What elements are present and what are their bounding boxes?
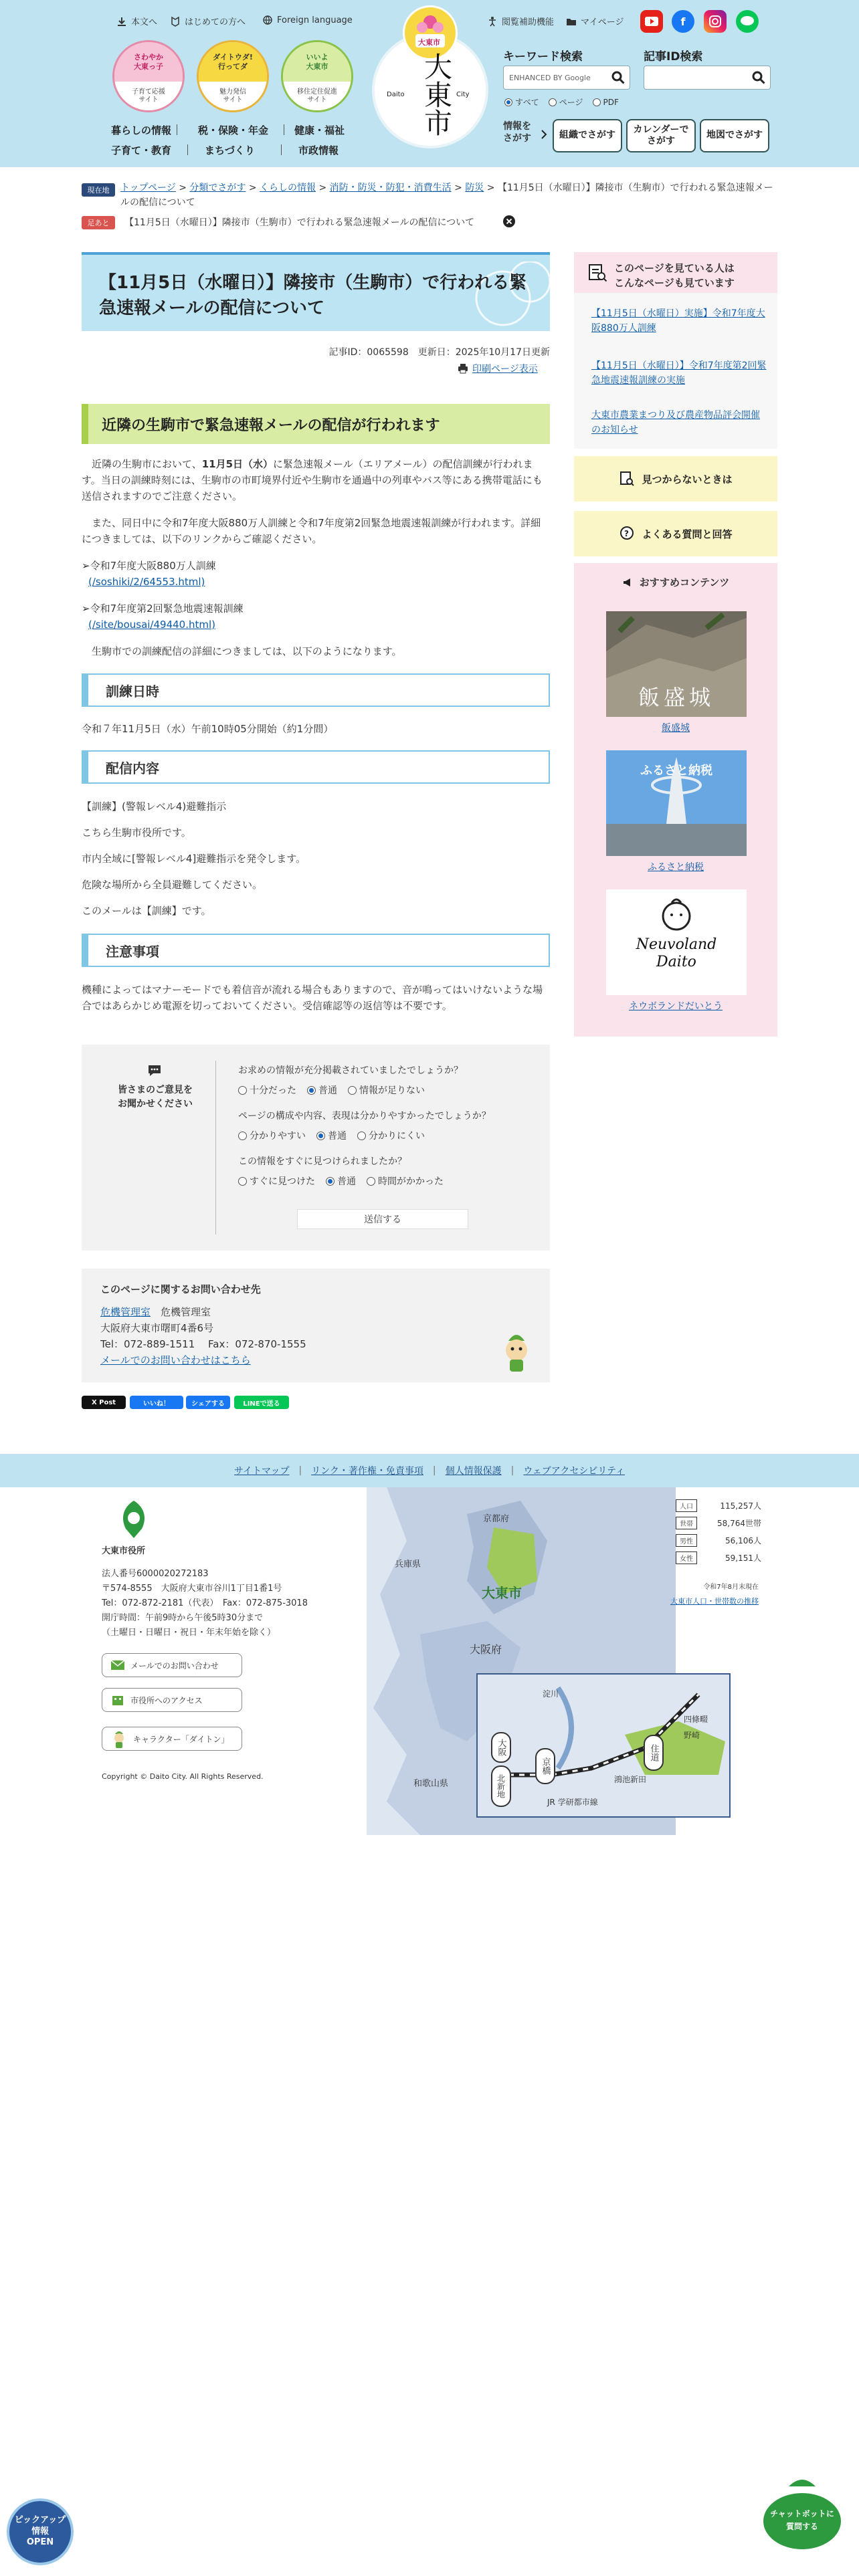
date-heading: 訓練日時 [82,673,550,707]
footer-hours-note: （土曜日・日曜日・祝日・年末年始を除く） [102,1628,276,1638]
id-search-label: 記事ID検索 [644,50,703,64]
map-label-osaka: 大阪府 [470,1643,502,1656]
recommend-image-furusato[interactable] [606,750,747,856]
scope-pdf-radio[interactable]: PDF [593,96,619,108]
folder-icon [566,16,577,27]
faq-label: よくある質問と回答 [642,528,733,540]
printer-icon [458,363,468,374]
recommend-image-iimorijo[interactable] [606,611,747,717]
footer-tel: Tel：072-872-2181（代表） Fax：072-875-3018 [102,1598,308,1608]
faq-button[interactable] [574,511,777,556]
content-heading: 配信内容 [82,750,550,784]
footprint-item[interactable]: 【11月5日（水曜日）】隣接市（生駒市）で行われる緊急速報メールの配信について [124,217,475,228]
recommend-title: おすすめコンテンツ [574,575,777,589]
chatbot-label: チャットボットに 質問する [770,2509,834,2532]
chatbot-button[interactable] [759,2474,846,2555]
face-logo-icon [658,896,694,932]
link2-title: ➢令和7年度第2回緊急地震速報訓練 [82,603,244,615]
breadcrumb-top[interactable]: トップページ [120,183,176,193]
footer-office-name: 大東市役所 [102,1546,146,1556]
beginners-label: はじめての方へ [185,17,246,27]
breadcrumb-kurashi[interactable]: くらしの情報 [260,183,316,193]
close-icon[interactable] [503,215,515,227]
keyword-search-box[interactable] [503,66,630,90]
furusato-image-text: ふるさと納税 [640,764,712,778]
building-icon [110,1694,125,1706]
survey-question-2: ページの構成や内容、表現は分かりやすかったでしょうか？ [238,1111,491,1121]
stats-date: 令和7年8月末現在 [703,1584,759,1591]
link1[interactable]: (/soshiki/2/64553.html) [88,576,205,588]
related-link-2[interactable]: 【11月5日（水曜日）】令和7年度第2回緊急地震速報訓練の実施 [591,360,767,387]
org-search-button[interactable]: 組織でさがす [553,119,622,152]
line-share-button[interactable]: LINEで送る [234,1396,289,1409]
date-text: 令和７年11月5日（水）午前10時05分開始（約1分間） [82,723,334,735]
survey-options-1 [238,1083,425,1097]
content-line: このメールは【訓練】です。 [82,905,211,917]
map-label-kyoto: 京都府 [483,1514,510,1524]
kosodate-site-button[interactable] [112,40,185,112]
contact-box [82,1269,550,1382]
content-line: 危険な場所から全員避難してください。 [82,879,263,891]
mypage-label: マイページ [581,17,624,27]
q3-option-3[interactable]: 時間がかかった [367,1174,444,1188]
footer-links-copyright[interactable]: リンク・著作権・免責事項 [311,1466,423,1477]
neuvoland-image-text: Neuvoland Daito [636,936,717,971]
map-label-kyobashi: 京橋 [535,1748,555,1784]
map-label-konoike: 鴻池新田 [614,1775,647,1784]
x-post-button[interactable]: X Post [82,1396,126,1409]
search-scope-radios [504,96,619,108]
railway-line-image [478,1675,729,1816]
stat-households: 世帯 58,764世帯 [676,1517,761,1529]
beginners-link[interactable] [170,15,246,27]
survey-options-3 [238,1174,444,1188]
map-label-kitashinchi: 北新地 [491,1765,511,1807]
instagram-icon[interactable] [704,10,727,33]
page-title: 【11月5日（水曜日）】隣接市（生駒市）で行われる緊急速報メールの配信について [99,273,527,318]
article-title-box [82,252,550,331]
line-icon[interactable] [736,10,759,33]
pickup-info-button[interactable] [7,2498,74,2565]
keyword-search-input[interactable]: ENHANCED BY Google [509,73,591,82]
map-label-daito: 大東市 [482,1585,522,1601]
notes-heading: 注意事項 [82,934,550,967]
article-paragraph-3: 生駒市での訓練配信の詳細につきましては、以下のようになります。 [82,645,402,657]
footprint-tag: 足あと [82,216,115,229]
kosodate-site-caption: 子育て応援 サイト [114,82,183,110]
mypage-link[interactable] [566,15,624,27]
logo-left: Daito [387,91,405,98]
megaphone-icon [622,576,634,588]
map-label-osaka-station: 大阪 [491,1732,511,1763]
footer-corp-no: 法人番号6000020272183 [102,1569,209,1579]
logo-right: City [456,91,470,98]
document-search-icon [587,263,607,283]
contact-title: このページに関するお問い合わせ先 [100,1283,261,1295]
print-link[interactable] [458,362,538,375]
svg-text:?: ? [624,529,630,538]
q2-option-3[interactable]: 分かりにくい [357,1129,425,1142]
map-search-button[interactable]: 地図でさがす [700,119,769,152]
stat-male: 男性 56,106人 [676,1534,761,1547]
keyword-search-label: キーワード検索 [503,50,583,64]
q1-option-2[interactable]: 普通 [307,1083,337,1097]
beginner-mark-icon [170,16,181,27]
foreign-language-link[interactable] [262,15,353,25]
daiton-character-icon [110,1729,128,1749]
feedback-survey [82,1045,550,1251]
content-line: 市内全域に[警報レベル4]避難指示を発令します。 [82,853,306,865]
map-label-hyogo: 兵庫県 [395,1560,421,1570]
question-bubble-icon [619,526,635,542]
contact-tel: Tel：072-889-1511 Fax：072-870-1555 [100,1338,306,1350]
survey-question-3: この情報をすぐに見つけられましたか？ [238,1156,407,1167]
nav-machi[interactable]: まちづくり [205,144,255,156]
survey-options-2 [238,1129,425,1142]
map-label-wakayama: 和歌山県 [413,1779,449,1789]
contact-dept: 危機管理室 危機管理室 [100,1306,211,1318]
map-label-yodogawa: 淀川 [543,1689,559,1699]
content-line: 【訓練】(警報レベル4)避難指示 [82,800,227,813]
footer-hours: 開庁時間：午前9時から午後5時30分まで [102,1613,264,1623]
nav-divider [187,144,188,155]
iju-site-logo: いいよ 大東市 [283,42,351,82]
article-paragraph-1: 近隣の生駒市において、11月5日（水）に緊急速報メール（エリアメール）の配信訓練が行われます。当日の訓練時刻には、生駒市の市町境界付近や生駒市を通過中の列車やバス等にある携帯電話にも送信されますのでご注意ください。 [82,458,543,502]
related-pages-title: このページを見ている人は こんなページも見ています [614,262,735,289]
contact-mail[interactable]: メールでのお問い合わせはこちら [100,1354,251,1366]
map-label-jr-line: JR 学研都市線 [547,1798,598,1807]
breadcrumb: トップページ > 分類でさがす > くらしの情報 > 消防・防災・防犯・消費生活 > 防災 > 【11月5日（水曜日）】隣接市（生駒市）で行われる緊急速報メールの配信について [120,183,773,208]
section-heading: 近隣の生駒市で緊急速報メールの配信が行われます [82,404,550,444]
contact-dept-link[interactable]: 危機管理室 [100,1306,151,1318]
link1-title: ➢令和7年度大阪880万人訓練 [82,560,216,572]
chat-bubble-icon [147,1063,162,1078]
accessibility-label: 閲覧補助機能 [502,17,555,27]
footer-sitemap[interactable]: サイトマップ [234,1466,290,1477]
notes-text: 機種によってはマナーモードでも着信音が流れる場合もありますので、音が鳴ってはいけないような場合ではあらかじめ電源を切っておいてください。受信確認等の返信等は不要です。 [82,984,543,1012]
stat-population: 人口 115,257人 [676,1499,761,1512]
chevron-right-icon [541,130,547,139]
miryoku-site-logo: ダイトウダ! 行ってダ [199,42,267,82]
contact-address: 大阪府大東市曙町4番6号 [100,1322,214,1334]
footer-address: 〒574-8555 大阪府大東市谷川1丁目1番1号 [102,1584,282,1594]
foreign-language-label: Foreign language [277,15,353,25]
survey-question-1: お求めの情報が充分掲載されていましたでしょうか？ [238,1065,463,1076]
site-footer [0,1487,859,1835]
flower-emblem-icon [405,7,456,58]
site-header [0,0,859,167]
link2[interactable]: (/site/bousai/49440.html) [88,619,215,631]
footer-mail-button[interactable]: メールでのお問い合わせ [102,1653,242,1677]
text-only-label: 本文へ [131,17,158,27]
site-logo[interactable] [369,5,491,152]
recommend-caption-2[interactable]: ふるさと納税 [648,862,704,873]
map-label-sumino: 住道 [644,1735,664,1771]
related-link-3[interactable]: 大東市農業まつり及び農産物品評会開催のお知らせ [591,410,760,436]
scope-all-radio[interactable]: すべて [504,96,539,108]
calendar-search-button[interactable]: カレンダーで さがす [626,119,696,152]
facebook-icon[interactable]: f [672,10,694,33]
download-icon [116,16,127,27]
footer-access-button[interactable]: 市役所へのアクセス [102,1688,242,1712]
not-found-button[interactable] [574,456,777,502]
search-icon[interactable] [607,66,630,89]
stats-link[interactable]: 大東市人口・世帯数の推移 [670,1597,759,1606]
id-search-box[interactable] [644,66,771,90]
breadcrumb-current: 【11月5日（水曜日）】隣接市（生駒市）で行われる緊急速報メールの配信について [120,183,773,208]
youtube-icon[interactable] [640,10,663,33]
accessibility-link[interactable] [487,15,554,27]
q1-option-3[interactable]: 情報が足りない [348,1083,425,1097]
map-label-nozaki: 野崎 [684,1731,700,1740]
related-link-1[interactable]: 【11月5日（水曜日）実施】令和7年度大阪880万人訓練 [591,308,765,334]
facebook-like-button[interactable]: いいね！ [130,1396,183,1409]
breadcrumb-tag: 現在地 [82,183,115,197]
nav-kenko[interactable]: 健康・福祉 [294,124,345,136]
survey-divider [215,1061,216,1235]
print-label[interactable]: 印刷ページ表示 [472,364,538,374]
breadcrumb-shobo[interactable]: 消防・防災・防犯・消費生活 [329,183,452,193]
q3-option-2[interactable]: 普通 [326,1174,356,1188]
iju-site-button[interactable] [281,40,353,112]
q2-option-2[interactable]: 普通 [316,1129,347,1142]
nav-kosodate[interactable]: 子育て・教育 [111,144,172,156]
survey-label: 皆さまのご意見を お聞かせください [118,1085,193,1109]
recommend-caption-3[interactable]: ネウボランドだいとう [629,1001,723,1012]
footer-privacy[interactable]: 個人情報保護 [445,1466,502,1477]
not-found-label: 見つからないときは [642,473,733,486]
nav-kurashi[interactable]: 暮らしの情報 [111,124,172,136]
nav-divider [281,144,282,155]
stat-female: 女性 59,151人 [676,1551,761,1564]
recommend-image-neuvoland[interactable] [606,889,747,995]
footer-character-button[interactable]: キャラクター「ダイトン」 [102,1727,242,1751]
map-label-shijonawate: 四條畷 [684,1715,708,1724]
miryoku-site-button[interactable] [197,40,269,112]
nav-zei[interactable]: 税・保険・年金 [198,124,269,136]
logo-badge-text: 大東市 [418,38,440,47]
survey-submit-button[interactable]: 送信する [297,1209,468,1229]
pickup-info-label: ピックアップ 情報 OPEN [14,2514,66,2548]
recommend-caption-1[interactable]: 飯盛城 [662,723,690,734]
iimorijo-image-text: 飯盛城 [638,685,714,710]
footer-accessibility[interactable]: ウェブアクセシビリティ [523,1466,625,1477]
city-emblem-icon [115,1498,153,1541]
scope-page-radio[interactable]: ページ [549,96,583,108]
iju-site-caption: 移住定住促進 サイト [283,82,351,110]
railway-inset-map [476,1673,731,1818]
footer-links: サイトマップ | リンク・著作権・免責事項 | 個人情報保護 | ウェブアクセシビリティ [0,1454,859,1487]
search-icon[interactable] [747,66,770,89]
miryoku-site-caption: 魅力発信 サイト [199,82,267,110]
text-only-link[interactable] [116,15,157,27]
info-search-label: 情報を さがす [503,121,531,144]
article-meta: 記事ID：0065598 更新日：2025年10月17日更新 [328,347,550,358]
search-page-icon [619,471,635,487]
q1-option-1[interactable]: 十分だった [238,1083,296,1097]
nav-shisei[interactable]: 市政情報 [298,144,339,156]
accessibility-icon [487,16,498,27]
q3-option-1[interactable]: すぐに見つけた [238,1174,315,1188]
breadcrumb-bosai[interactable]: 防災 [465,183,484,193]
daiton-mascot-icon [496,1329,537,1376]
footer-copyright: Copyright © Daito City. All Rights Reserved. [102,1772,264,1781]
content-line: こちら生駒市役所です。 [82,827,191,839]
breadcrumb-bunrui[interactable]: 分類でさがす [189,183,246,193]
article-paragraph-2: また、同日中に令和7年度大阪880万人訓練と令和7年度第2回緊急地震速報訓練が行われます。詳細につきましては、以下のリンクからご確認ください。 [82,517,541,545]
kosodate-site-logo: さわやか 大東っ子 [114,42,183,82]
mail-icon [110,1660,125,1671]
logo-name: 大東市 [420,52,453,136]
globe-icon [262,15,273,25]
facebook-share-button[interactable]: シェアする [186,1396,230,1409]
q2-option-1[interactable]: 分かりやすい [238,1129,306,1142]
